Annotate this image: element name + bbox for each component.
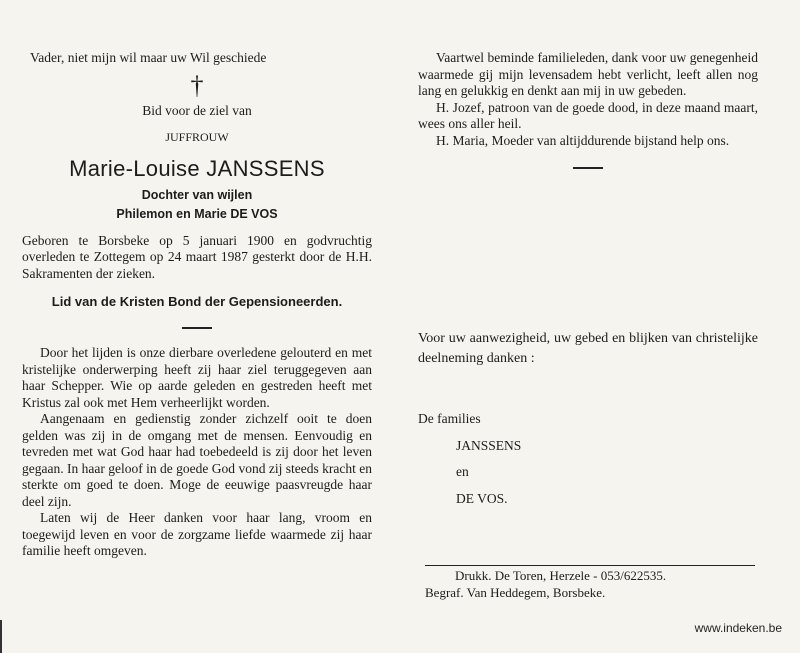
separator	[182, 327, 212, 329]
birth-death: Geboren te Borsbeke op 5 januari 1900 en godvruchtig overleden te Zottegem op 24 maart 1987 gesterkt door de H.H. Sakramenten der zieken.	[22, 232, 372, 281]
deceased-name: Marie-Louise JANSSENS	[69, 155, 325, 181]
prayer-line: Bid voor de ziel van	[142, 102, 252, 118]
right-column	[418, 50, 758, 507]
daughter-of: Dochter van wijlen	[141, 187, 253, 202]
families-label: De families	[418, 411, 481, 426]
printer-info	[425, 565, 755, 601]
scan-edge	[0, 620, 2, 653]
farewell: Vaartwel beminde familieleden, dank voor uw genegenheid waarmede gij mijn levensadem hebt verlicht, leeft allen nog lang en gelukkig en denkt aan mij in uw gebeden.	[418, 50, 758, 98]
family-1: JANSSENS	[456, 437, 522, 453]
title: JUFFROUW	[165, 130, 229, 144]
paragraph-1: Door het lijden is onze dierbare overledene gelouterd en met kristelijke onderwerping heeft zij haar ziel teruggegeven aan haar Schepper. Wie op aarde geleden en gestreden heeft met Kristus zal ook met Hem verheerlijkt worden.	[22, 345, 372, 410]
family-2: DE VOS.	[456, 490, 508, 506]
left-column	[22, 50, 372, 560]
paragraph-2: Aangenaam en gedienstig zonder zichzelf ooit te doen gelden was zij in de omgang met de mensen. Eenvoudig en tevreden met wat God haar had toebedeeld is zij door het leven gegaan. In haar geloof in de goede God vond zij steeds kracht en sterkte om goed te doen. Moge de eeuwige paasvreugde haar deel zijn.	[22, 411, 372, 509]
thanks: Voor uw aanwezigheid, uw gebed en blijken van christelijke deelneming danken :	[418, 331, 758, 366]
undertaker-line: Begraf. Van Heddegem, Borsbeke.	[425, 584, 606, 600]
membership: Lid van de Kristen Bond der Gepensioneerden.	[51, 294, 343, 309]
separator	[573, 167, 603, 169]
and-label: en	[456, 464, 469, 479]
printer-line: Drukk. De Toren, Herzele - 053/622535.	[455, 568, 667, 583]
watermark: www.indeken.be	[694, 621, 782, 635]
cross-icon: †	[190, 70, 204, 100]
motto: Vader, niet mijn wil maar uw Wil geschiede	[30, 50, 267, 65]
prayer-maria: H. Maria, Moeder van altijddurende bijstand help ons.	[436, 132, 730, 148]
parents: Philemon en Marie DE VOS	[116, 206, 278, 221]
paragraph-3: Laten wij de Heer danken voor haar lang, vroom en toegewijd leven en voor de zorgzame liefde waarmede zij haar familie heeft omgeven.	[22, 510, 372, 558]
prayer-jozef: H. Jozef, patroon van de goede dood, in deze maand maart, wees ons aller heil.	[418, 99, 758, 131]
